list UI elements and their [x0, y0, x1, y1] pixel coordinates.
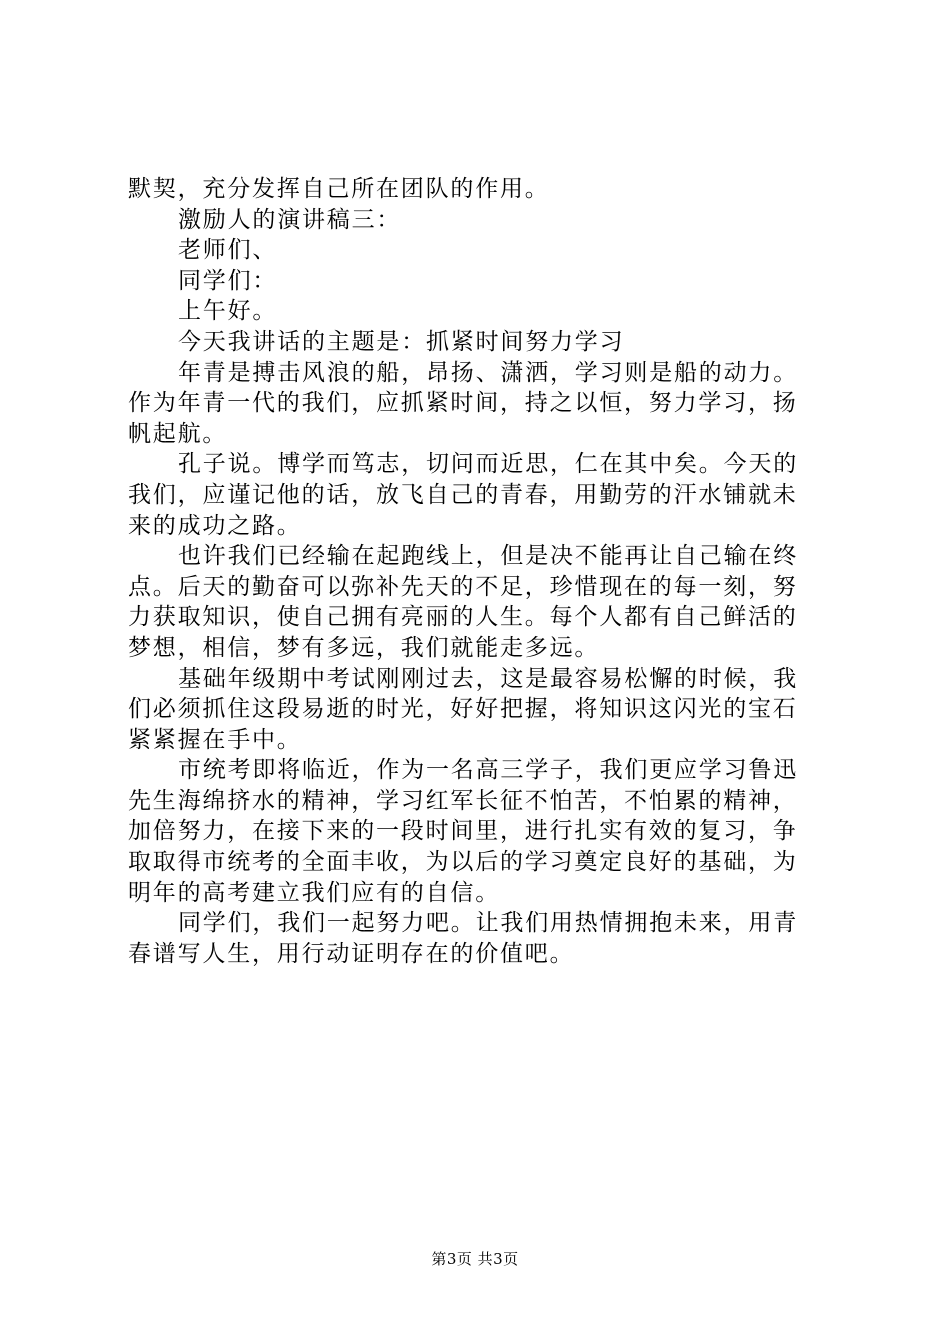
paragraph-line: 作为年青一代的我们，应抓紧时间，持之以恒，努力学习，扬: [128, 390, 798, 417]
text-line: 默契，充分发挥自己所在团队的作用。: [128, 176, 550, 202]
paragraph-line: 们必须抓住这段易逝的时光，好好把握，将知识这闪光的宝石: [128, 696, 798, 723]
salutation-line: 老师们、: [178, 237, 278, 264]
paragraph-line: 年青是搏击风浪的船，昂扬、潇洒，学习则是船的动力。: [178, 359, 798, 386]
document-body: [128, 174, 833, 969]
topic-line: 今天我讲话的主题是：抓紧时间努力学习: [178, 328, 625, 355]
paragraph-line: 也许我们已经输在起跑线上，但是决不能再让自己输在终: [178, 543, 798, 570]
paragraph-line: 帆起航。: [128, 420, 228, 447]
paragraph-line: 基础年级期中考试刚刚过去，这是最容易松懈的时候，我: [178, 665, 798, 692]
paragraph-line: 同学们，我们一起努力吧。让我们用热情拥抱未来，用青: [178, 910, 798, 937]
section-heading: 激励人的演讲稿三：: [178, 206, 402, 233]
paragraph-line: 取取得市统考的全面丰收，为以后的学习奠定良好的基础，为: [128, 849, 798, 876]
page-number-footer: 第3页 共3页: [431, 1250, 519, 1268]
paragraph-line: 紧紧握在手中。: [128, 726, 302, 753]
paragraph-line: 市统考即将临近，作为一名高三学子，我们更应学习鲁迅: [178, 757, 798, 784]
paragraph-line: 来的成功之路。: [128, 512, 302, 539]
paragraph-line: 加倍努力，在接下来的一段时间里，进行扎实有效的复习，争: [128, 818, 798, 845]
paragraph-line: 先生海绵挤水的精神，学习红军长征不怕苦，不怕累的精神，: [128, 787, 798, 814]
paragraph-line: 春谱写人生，用行动证明存在的价值吧。: [128, 940, 575, 967]
paragraph-line: 梦想，相信，梦有多远，我们就能走多远。: [128, 634, 600, 661]
salutation-line: 同学们：: [178, 267, 278, 294]
greeting-line: 上午好。: [178, 298, 278, 325]
paragraph-line: 我们，应谨记他的话，放飞自己的青春，用勤劳的汗水铺就未: [128, 481, 798, 508]
paragraph-line: 力获取知识，使自己拥有亮丽的人生。每个人都有自己鲜活的: [128, 604, 798, 631]
paragraph-line: 明年的高考建立我们应有的自信。: [128, 879, 500, 906]
paragraph-line: 点。后天的勤奋可以弥补先天的不足，珍惜现在的每一刻，努: [128, 573, 798, 600]
paragraph-line: 孔子说。博学而笃志，切问而近思，仁在其中矣。今天的: [178, 451, 798, 478]
